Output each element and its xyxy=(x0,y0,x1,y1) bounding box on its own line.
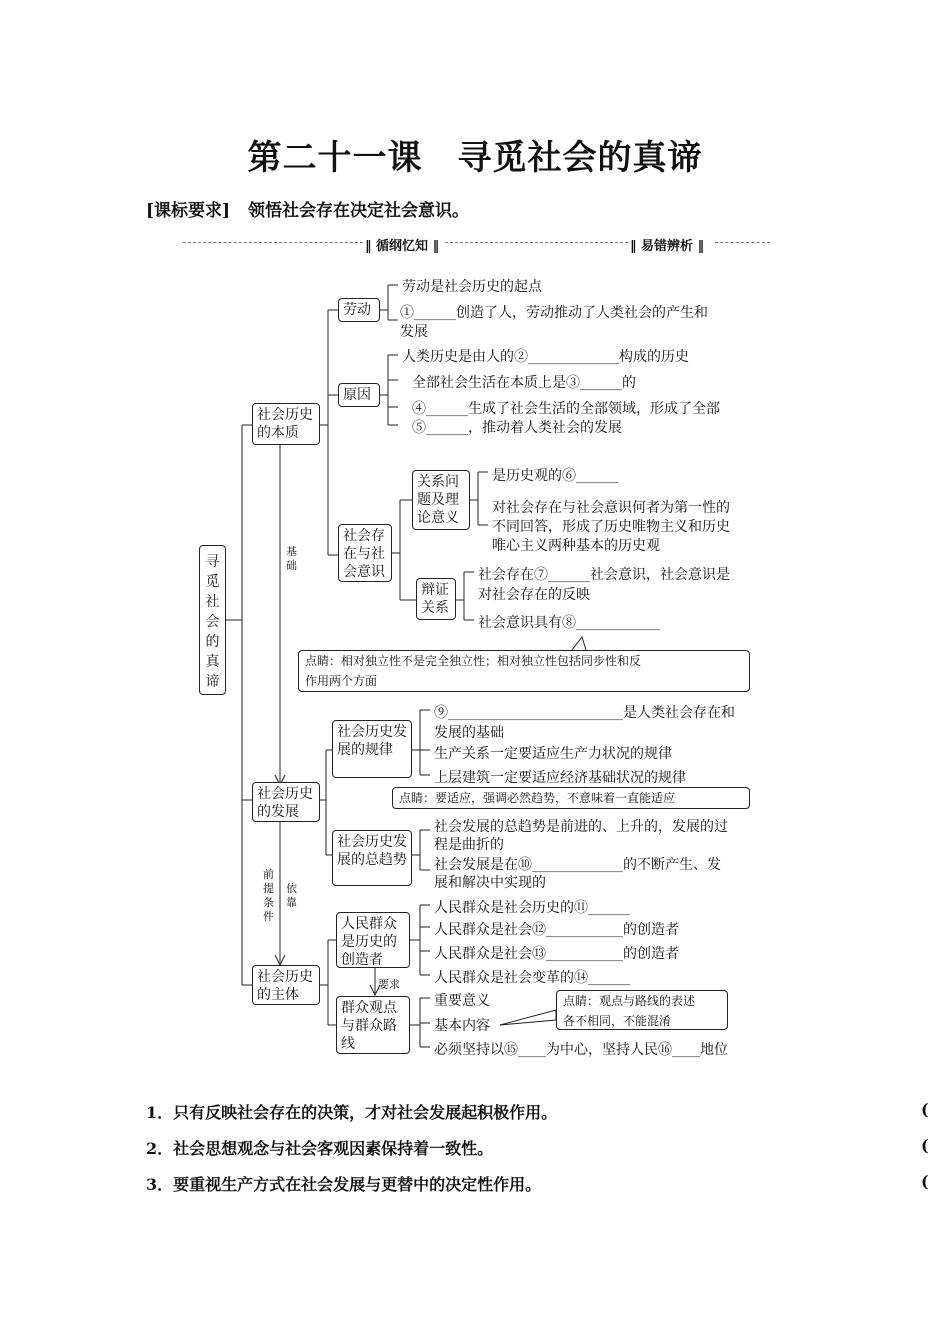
dialectic-item-2: 对社会存在的反映 xyxy=(478,587,590,603)
answer-paren-2[interactable]: ( xyxy=(921,1136,929,1155)
answer-paren-3[interactable]: ( xyxy=(921,1172,929,1191)
answer-paren-1[interactable]: ( xyxy=(921,1100,929,1119)
trend-item-2: 程是曲折的 xyxy=(434,837,504,853)
section-bar-left: ‖ 循纲忆知 ‖ xyxy=(365,239,440,254)
trend-item-4: 展和解决中实现的 xyxy=(434,875,546,891)
label-premise: 前提条件 xyxy=(263,868,274,923)
node-dialectic: 辩证关系 xyxy=(416,578,456,620)
page-title: 第二十一课 寻觅社会的真谛 xyxy=(247,138,703,178)
relation-item-3: 不同回答，形成了历史唯物主义和历史 xyxy=(492,519,730,535)
dialectic-item-3: 社会意识具有⑧____________ xyxy=(478,615,660,631)
reason-item-1: 人类历史是由人的②_____________构成的历史 xyxy=(402,349,689,365)
relation-item-4: 唯心主义两种基本的历史观 xyxy=(492,538,660,554)
node-mass-line: 群众观点与群众路线 xyxy=(336,996,410,1054)
note-3-line-1: 点睛：观点与路线的表述 xyxy=(563,994,696,1008)
question-1: 1．只有反映社会存在的决策，才对社会发展起积极作用。 xyxy=(146,1103,558,1122)
labor-item-2: ①______创造了人，劳动推动了人类社会的产生和 xyxy=(400,305,708,321)
note-relative-independence xyxy=(298,650,750,692)
node-social-subject: 社会历史的主体 xyxy=(252,965,320,1005)
label-basis: 基础 xyxy=(286,545,297,572)
node-relation: 关系问题及理论意义 xyxy=(412,470,470,530)
requirement-tag: [课标要求] xyxy=(146,201,231,221)
people-item-1: 人民群众是社会历史的⑪______ xyxy=(434,900,630,916)
question-2: 2．社会思想观念与社会客观因素保持着一致性。 xyxy=(146,1139,494,1158)
law-item-1: ⑨_________________________是人类社会存在和 xyxy=(434,705,735,721)
note-viewpoint-line xyxy=(556,990,728,1030)
note-adaptation: 点睛：要适应，强调必然趋势，不意味着一直能适应 xyxy=(392,787,750,809)
people-item-3: 人民群众是社会⑬___________的创造者 xyxy=(434,946,679,962)
section-label-errors: 易错辨析 xyxy=(641,239,694,254)
section-label-review: 循纲忆知 xyxy=(376,239,429,254)
reason-item-2: 全部社会生活在本质上是③______的 xyxy=(412,375,636,391)
node-social-essence: 社会历史的本质 xyxy=(252,403,320,445)
trend-item-3: 社会发展是在⑩_____________的不断产生、发 xyxy=(434,857,721,873)
people-item-4: 人民群众是社会变革的⑭______ xyxy=(434,970,630,986)
relation-item-1: 是历史观的⑥______ xyxy=(492,468,618,484)
node-social-development: 社会历史的发展 xyxy=(252,782,320,822)
labor-item-2b: 发展 xyxy=(400,324,428,340)
reason-item-4: ⑤______，推动着人类社会的发展 xyxy=(412,420,622,436)
section-bar-right: ‖ 易错辨析 ‖ xyxy=(630,239,705,254)
labor-item-1: 劳动是社会历史的起点 xyxy=(402,279,542,295)
root-node: 寻觅社会的真谛 xyxy=(199,545,226,695)
dialectic-item-1: 社会存在⑦______社会意识，社会意识是 xyxy=(478,567,730,583)
relation-item-2: 对社会存在与社会意识何者为第一性的 xyxy=(492,500,730,516)
reason-item-3: ④______生成了社会生活的全部领域，形成了全部 xyxy=(412,401,720,417)
people-item-2: 人民群众是社会⑫___________的创造者 xyxy=(434,922,679,938)
label-rely: 依靠 xyxy=(286,882,297,909)
question-3: 3．要重视生产方式在社会发展与更替中的决定性作用。 xyxy=(146,1175,542,1194)
node-reason: 原因 xyxy=(338,383,380,407)
requirement-text: 领悟社会存在决定社会意识。 xyxy=(248,201,470,221)
node-people-creators: 人民群众是历史的创造者 xyxy=(336,912,410,968)
node-labor: 劳动 xyxy=(338,298,380,322)
note-3-line-2: 各不相同，不能混淆 xyxy=(563,1014,672,1028)
node-development-trend: 社会历史发展的总趋势 xyxy=(332,830,412,886)
line-item-3: 必须坚持以⑮____为中心，坚持人民⑯____地位 xyxy=(434,1042,728,1058)
law-item-4: 上层建筑一定要适应经济基础状况的规律 xyxy=(434,770,686,786)
line-item-2: 基本内容 xyxy=(434,1018,490,1034)
note-1-line-2: 作用两个方面 xyxy=(305,674,378,688)
node-development-law: 社会历史发展的规律 xyxy=(332,720,412,778)
line-item-1: 重要意义 xyxy=(434,993,490,1009)
node-social-existence: 社会存在与社会意识 xyxy=(338,524,392,582)
law-item-3: 生产关系一定要适应生产力状况的规律 xyxy=(434,746,672,762)
law-item-2: 发展的基础 xyxy=(434,725,504,741)
label-require: 要求 xyxy=(378,978,400,991)
note-1-line-1: 点睛：相对独立性不是完全独立性；相对独立性包括同步性和反 xyxy=(305,654,642,668)
trend-item-1: 社会发展的总趋势是前进的、上升的，发展的过 xyxy=(434,819,728,835)
